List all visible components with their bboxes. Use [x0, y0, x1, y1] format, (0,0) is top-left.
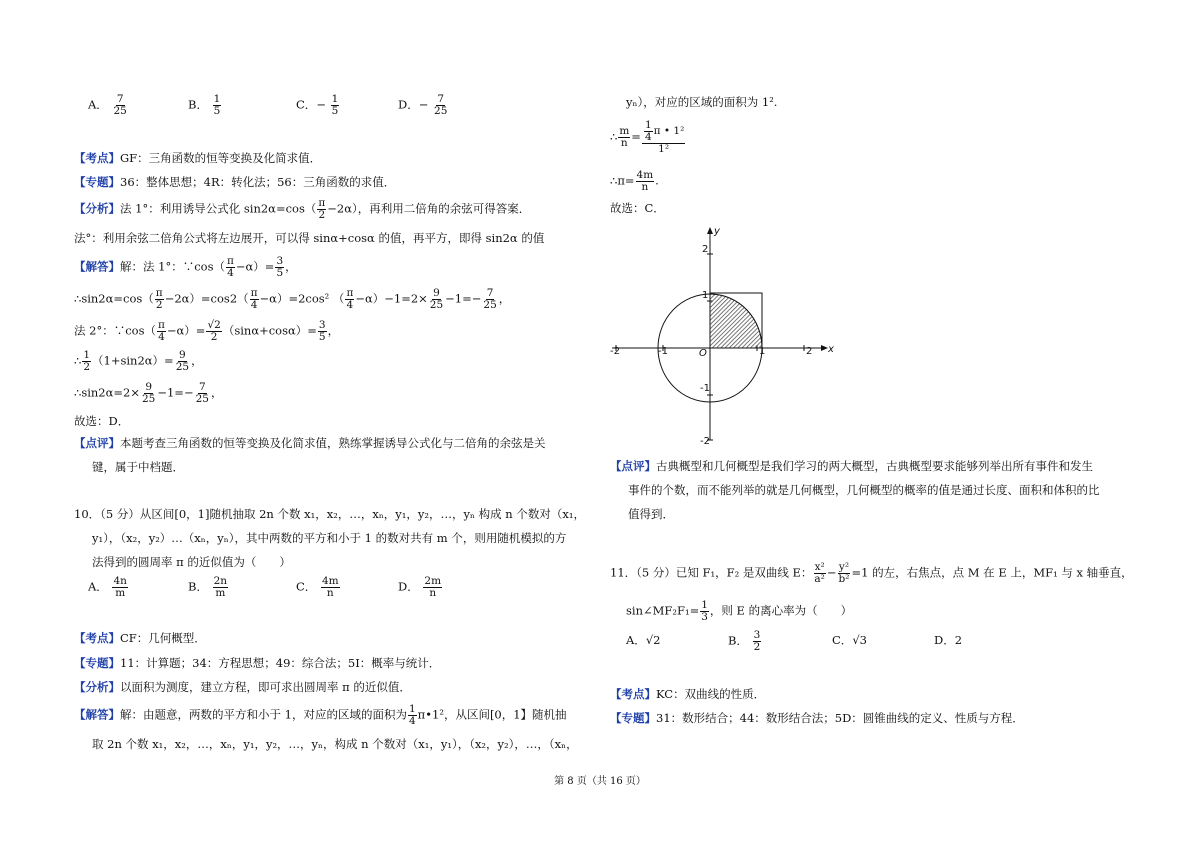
minus-sign: − [418, 97, 429, 112]
denominator: 1² [658, 143, 670, 155]
numerator: √2 [207, 319, 221, 331]
zhuanti-text: 11：计算题；34：方程思想；49：综合法；5I：概率与统计． [120, 656, 441, 670]
y-tick-label: 2 [702, 244, 709, 255]
answer-text: 故选：D． [74, 414, 130, 428]
equals-sign: = [631, 129, 641, 144]
zhuanti-tag: 【专题】 [74, 175, 120, 189]
option-letter: A． [88, 97, 108, 112]
denominator: 5 [213, 105, 221, 117]
q10-kaodian [74, 630, 206, 646]
q11-option-d [934, 632, 962, 648]
dianping-tag: 【点评】 [74, 436, 120, 450]
q9-fenxi [74, 198, 530, 221]
q9-kaodian [74, 150, 321, 166]
jieda-text: 解：由题意，两数的平方和小于 1，对应的区域的面积为 [120, 707, 407, 722]
numerator: x² [814, 561, 825, 573]
zhuanti-text: 31：数形结合；44：数形结合法；5D：圆锥曲线的定义、性质与方程． [656, 711, 1024, 725]
kaodian-tag: 【考点】 [610, 687, 656, 701]
denominator: n [620, 137, 628, 149]
jieda-text: yₙ），对应的区域的面积为 1². [626, 95, 778, 109]
denominator: 2 [318, 209, 326, 221]
method2-text: 法°：利用余弦二倍角公式将左边展开，可以得 sinα+cosα 的值，再平方，即得 sin2α 的值 [74, 231, 545, 245]
q10-dianping [610, 458, 1093, 474]
x-tick-label: -2 [610, 346, 620, 357]
denominator: a² [814, 573, 825, 585]
denominator: 5 [276, 267, 284, 279]
numerator: π [158, 319, 165, 331]
numerator: 7 [437, 93, 445, 105]
punct: ， [327, 323, 340, 338]
numerator: 2n [213, 575, 228, 587]
denominator: 25 [195, 393, 209, 405]
math-text: −α）=2cos² （ [259, 291, 345, 306]
option-letter: B． [728, 633, 748, 648]
jieda-text: 解：法 1°：∵cos（ [120, 259, 225, 274]
math-text: −α）= [166, 323, 206, 338]
q10-ratio-equation [610, 120, 686, 164]
q10-dianping-cont2 [628, 506, 674, 522]
jieda-text: −α）= [235, 259, 275, 274]
zhuanti-tag: 【专题】 [610, 711, 656, 725]
punct: ， [191, 353, 203, 368]
denominator: 5 [331, 105, 339, 117]
y-axis-label: y [714, 226, 720, 237]
option-letter: A． [626, 633, 646, 647]
q10-dianping-cont1 [628, 482, 1100, 498]
q10-jieda-cont [92, 736, 578, 752]
q10-fenxi [74, 679, 411, 695]
unit-circle-graph [600, 222, 840, 448]
q10-pi-result [610, 170, 659, 193]
denominator: 25 [429, 299, 444, 311]
q10-option-b [188, 576, 229, 599]
q10-jieda [74, 704, 567, 727]
x-axis-label: x [828, 344, 834, 355]
numerator: π [250, 287, 258, 299]
dianping-text: 事件的个数，而不能列举的就是几何概型，几何概型的概率的值是通过长度、面积和体积的比 [628, 483, 1100, 497]
denominator: 4 [250, 299, 258, 311]
denominator: 25 [483, 299, 497, 311]
option-value: 2 [954, 633, 963, 647]
punct: . [655, 173, 659, 188]
q11-stem-line1 [610, 562, 1133, 585]
jieda-tag: 【解答】 [74, 707, 120, 722]
numerator: 3 [276, 255, 284, 267]
fenxi-tag: 【分析】 [74, 680, 120, 694]
stem-text: sin∠MF₂F₁= [626, 603, 700, 618]
x-tick-label: 2 [806, 346, 813, 357]
y-tick-label: -2 [700, 436, 710, 447]
option-letter: D． [398, 97, 419, 112]
stem-text: 法得到的圆周率 π 的近似值为（ ） [92, 555, 291, 569]
jieda-text: π•1²，从区间[0，1】随机抽 [417, 707, 567, 722]
q9-method2-line [74, 320, 339, 343]
stem-text: 11．（5 分）已知 F₁，F₂ 是双曲线 E： [610, 565, 813, 580]
math-text: （sinα+cosα）= [222, 323, 317, 338]
numerator: 7 [486, 287, 494, 299]
zhuanti-tag: 【专题】 [74, 656, 120, 670]
numerator: 1 [701, 599, 708, 611]
dianping-text: 古典概型和几何概型是我们学习的两大概型，古典概型要求能够列举出所有事件和发生 [656, 459, 1093, 473]
punct: ， [210, 385, 223, 400]
fenxi-text: −2α），再利用二倍角的余弦可得答案． [327, 201, 531, 216]
option-letter: C． [296, 579, 317, 594]
math-text: ∴ [74, 353, 82, 368]
denominator: 4 [644, 131, 652, 143]
q9-dianping [74, 435, 546, 451]
kaodian-text: CF：几何概型． [120, 631, 206, 645]
q9-dianping-cont [92, 459, 184, 475]
dianping-text: 键，属于中档题． [92, 460, 184, 474]
minus-sign: − [316, 97, 326, 112]
kaodian-text: GF：三角函数的恒等变换及化简求值． [120, 151, 322, 165]
numerator: 1 [213, 93, 221, 105]
q11-stem-line2 [626, 600, 852, 623]
stem-text: y₁），（x₂，y₂）…（xₙ，yₙ），其中两数的平方和小于 1 的数对共有 m 个，则用随机模拟的方 [92, 531, 567, 545]
numerator: 7 [198, 381, 206, 393]
denominator: 2 [83, 361, 91, 373]
numerator: 1 [408, 703, 416, 715]
option-letter: D． [934, 633, 955, 647]
math-text: −α）−1=2× [355, 291, 428, 306]
q9-result-line [74, 382, 222, 405]
option-letter: A． [88, 579, 108, 594]
therefore-sign: ∴ [610, 129, 618, 144]
minus-sign: − [826, 565, 837, 580]
numerator: 4n [113, 575, 127, 587]
numerator: 3 [318, 319, 326, 331]
shaded-quarter-circle [710, 294, 762, 348]
denominator: 2 [155, 299, 163, 311]
math-text: −1=− [445, 291, 482, 306]
origin-label: O [699, 348, 707, 359]
x-axis-arrow [821, 345, 828, 351]
option-value: √3 [852, 633, 867, 647]
kaodian-text: KC：双曲线的性质． [656, 687, 766, 701]
dianping-text: 值得到． [628, 507, 674, 521]
q9-answer [74, 413, 129, 429]
q10-zhuanti [74, 655, 440, 671]
math-text: ∴π= [610, 173, 635, 188]
q9-square-line [74, 350, 203, 373]
numerator: 9 [145, 381, 153, 393]
stem-text: =1 的左，右焦点，点 M 在 E 上，MF₁ 与 x 轴垂直， [851, 565, 1133, 580]
math-text: −1=− [157, 385, 194, 400]
numerator: 1 [83, 349, 91, 361]
q11-option-a [626, 632, 660, 648]
q9-zhuanti [74, 174, 395, 190]
fenxi-text: 以面积为测度，建立方程，即可求出圆周率 π 的近似值． [120, 680, 411, 694]
numerator: 9 [433, 287, 440, 299]
q9-option-c [296, 94, 340, 117]
numerator: π [227, 255, 234, 267]
denominator: 25 [113, 105, 127, 117]
stem-text: 10．（5 分）从区间[0，1]随机抽取 2n 个数 x₁，x₂，…，xₙ，y₁，y₂，…，yₙ 构成 n 个数对（x₁， [74, 507, 585, 521]
denominator: 25 [175, 361, 190, 373]
math-text: −2α）=cos2（ [164, 291, 249, 306]
numerator: 2m [424, 575, 442, 587]
q10-option-d [398, 576, 443, 599]
q9-jieda [74, 256, 297, 279]
q9-option-b [188, 94, 222, 117]
jieda-text: 取 2n 个数 x₁，x₂，…，xₙ，y₁，y₂，…，yₙ，构成 n 个数对（x₁，y₁），（x₂，y₂），…，（xₙ， [92, 737, 578, 751]
q10-answer [610, 200, 665, 216]
page-footer [0, 774, 1200, 790]
numerator: π [155, 287, 163, 299]
numerator: 7 [116, 93, 124, 105]
q9-line-sin2a [74, 288, 510, 311]
stem-text: ，则 E 的离心率为（ ） [709, 603, 853, 618]
option-letter: C． [296, 97, 317, 112]
numerator: y² [838, 561, 850, 573]
option-letter: C． [832, 633, 853, 647]
denominator: 25 [434, 105, 448, 117]
math-text: （1+sin2α）= [92, 353, 174, 368]
denominator: 4 [408, 715, 416, 727]
x-tick-label: -1 [658, 346, 668, 357]
numerator: 1 [644, 119, 652, 131]
denominator: 2 [210, 331, 218, 343]
q10-option-a [88, 576, 129, 599]
denominator: 5 [318, 331, 326, 343]
dianping-tag: 【点评】 [610, 459, 656, 473]
math-text: ∴sin2α=2× [74, 385, 140, 400]
denominator: 4 [346, 299, 354, 311]
denominator: 4 [158, 331, 165, 343]
q11-zhuanti [610, 710, 1024, 726]
punct: ， [498, 291, 511, 306]
answer-text: 故选：C． [610, 201, 665, 215]
q9-method2-note [74, 230, 544, 246]
dianping-text: 本题考查三角函数的恒等变换及化简求值，熟练掌握诱导公式化与二倍角的余弦是关 [120, 436, 546, 450]
pi-term: π • 1² [653, 125, 685, 137]
denominator: n [429, 587, 437, 599]
page-number: 第 8 页（共 16 页） [554, 776, 646, 787]
math-text: ∴sin2α=cos（ [74, 291, 154, 306]
denominator: 2 [753, 641, 761, 653]
q10-stem-line1 [74, 506, 585, 522]
option-value: √2 [645, 633, 661, 647]
option-letter: D． [398, 579, 419, 594]
q10-option-c [296, 576, 341, 599]
fenxi-tag: 【分析】 [74, 201, 120, 216]
numerator: π [346, 287, 354, 299]
numerator: 3 [753, 629, 761, 641]
fenxi-text: 法 1°：利用诱导公式化 sin2α=cos（ [120, 201, 317, 216]
kaodian-tag: 【考点】 [74, 151, 120, 165]
q9-option-a [88, 94, 129, 117]
numerator: 1 [331, 93, 339, 105]
denominator: m [115, 587, 126, 599]
q11-option-b [728, 630, 762, 653]
numerator: π [318, 197, 326, 209]
punct: ， [285, 259, 297, 274]
denominator: 4 [227, 267, 234, 279]
q9-option-d [398, 94, 449, 117]
zhuanti-text: 36：整体思想；4R：转化法；56：三角函数的求值． [120, 175, 396, 189]
q11-option-c [832, 632, 867, 648]
denominator: 25 [141, 393, 156, 405]
y-tick-label: 1 [702, 290, 709, 301]
q11-kaodian [610, 686, 765, 702]
numerator: 4m [321, 575, 339, 587]
q10-continue-line [626, 94, 777, 110]
numerator: 4m [636, 169, 654, 181]
denominator: n [641, 181, 649, 193]
denominator: b² [838, 573, 850, 585]
numerator: 9 [179, 349, 186, 361]
option-letter: B． [188, 97, 208, 112]
y-axis-arrow [707, 227, 713, 234]
jieda-tag: 【解答】 [74, 259, 120, 274]
x-tick-label: 1 [759, 346, 766, 357]
kaodian-tag: 【考点】 [74, 631, 120, 645]
denominator: 3 [701, 611, 708, 623]
math-text: 法 2°：∵cos（ [74, 323, 156, 338]
q10-stem-line3 [92, 554, 291, 570]
numerator: m [619, 125, 630, 137]
y-tick-label: -1 [700, 383, 710, 394]
denominator: n [326, 587, 334, 599]
q10-stem-line2 [92, 530, 566, 546]
option-letter: B． [188, 579, 208, 594]
denominator: m [215, 587, 226, 599]
